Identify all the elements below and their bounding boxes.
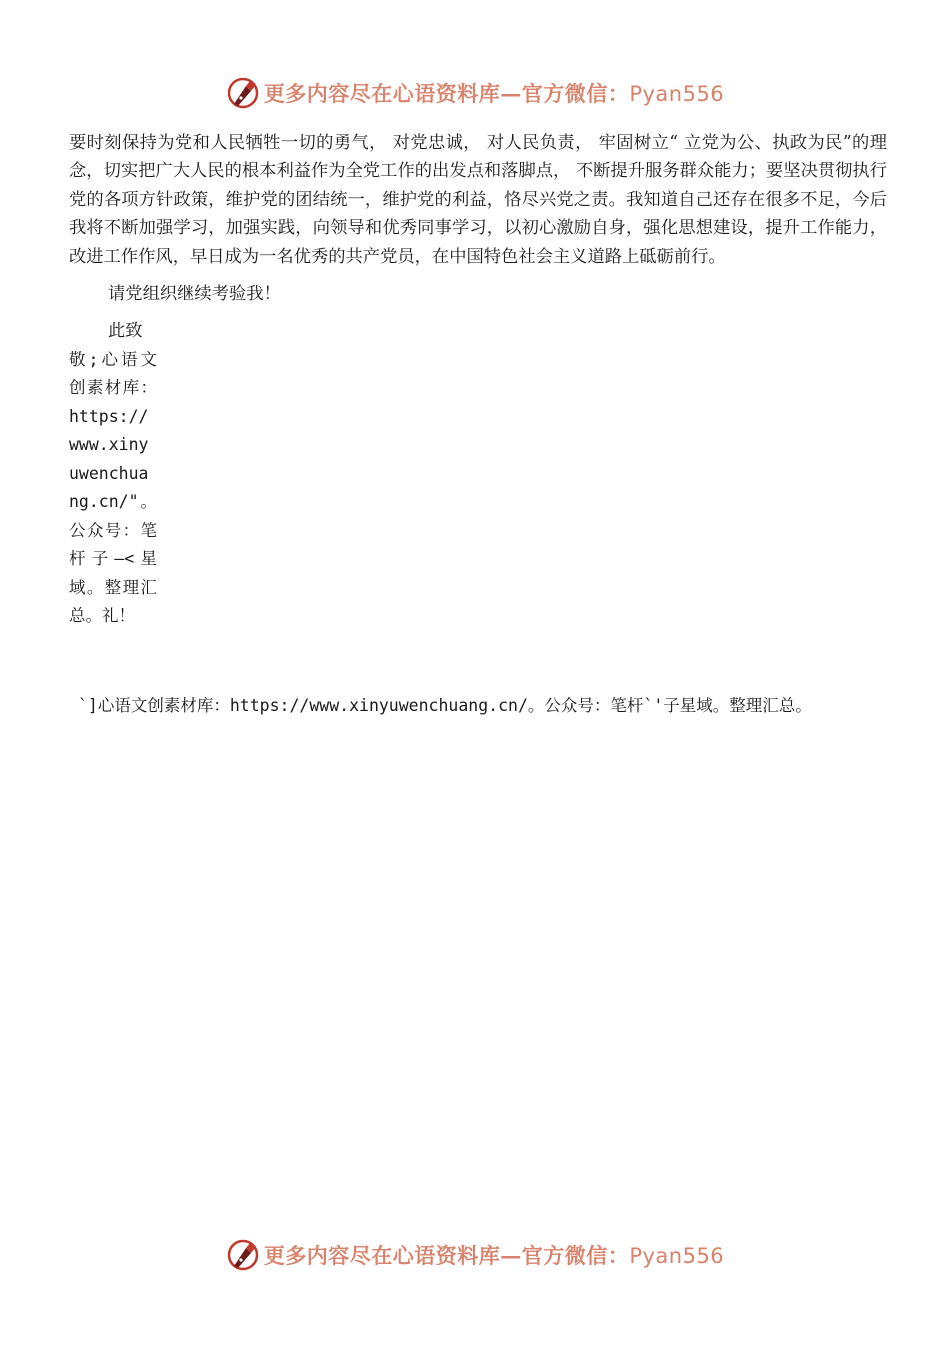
paragraph-gap	[69, 308, 887, 317]
closing-line: 此致	[108, 321, 143, 342]
header-banner-wechat-id: Pyan556	[629, 82, 725, 106]
header-banner-text	[264, 78, 724, 108]
footer-banner-cn: 更多内容尽在心语资料库—官方微信：	[263, 1243, 630, 1268]
pen-nib-logo-icon	[226, 76, 260, 110]
source-note-line: `]心语文创素材库：https://www.xinyuwenchuang.cn/。公众号：笔杆`'子星域。整理汇总。	[78, 696, 812, 715]
paragraph-gap	[69, 271, 887, 280]
document-body	[69, 129, 887, 631]
body-paragraph-1: 要时刻保持为党和人民牺牲一切的勇气， 对党忠诚， 对人民负责， 牢固树立“ 立党为公、执政为民”的理念，切实把广大人民的根本利益作为全党工作的出发点和落脚点， 不断提升服务群众能力；要坚决贯彻执行党的各项方针政策，维护党的团结统一，维护党的利益，恪尽兴党之责。我知道自己还存在很多不足，今后我将不断加强学习，加强实践，向领导和优秀同事学习，以初心激励自身，强化思想建设，提升工作能力，改进工作作风，早日成为一名优秀的共产党员，在中国特色社会主义道路上砥砺前行。	[69, 133, 887, 267]
body-paragraph-2: 请党组织继续考验我！	[108, 284, 281, 305]
header-banner-cn: 更多内容尽在心语资料库—官方微信：	[263, 81, 630, 106]
footer-banner-wechat-id: Pyan556	[629, 1244, 725, 1268]
salutation-block: 敬;心语文创素材库：https://www.xinyuwenchuang.cn/"。公众号：笔杆子—<星域。整理汇总。礼！	[69, 349, 157, 626]
footer-banner	[0, 1233, 950, 1277]
footer-banner-text	[264, 1240, 724, 1270]
pen-nib-logo-icon	[226, 1238, 260, 1272]
header-banner	[0, 71, 950, 115]
